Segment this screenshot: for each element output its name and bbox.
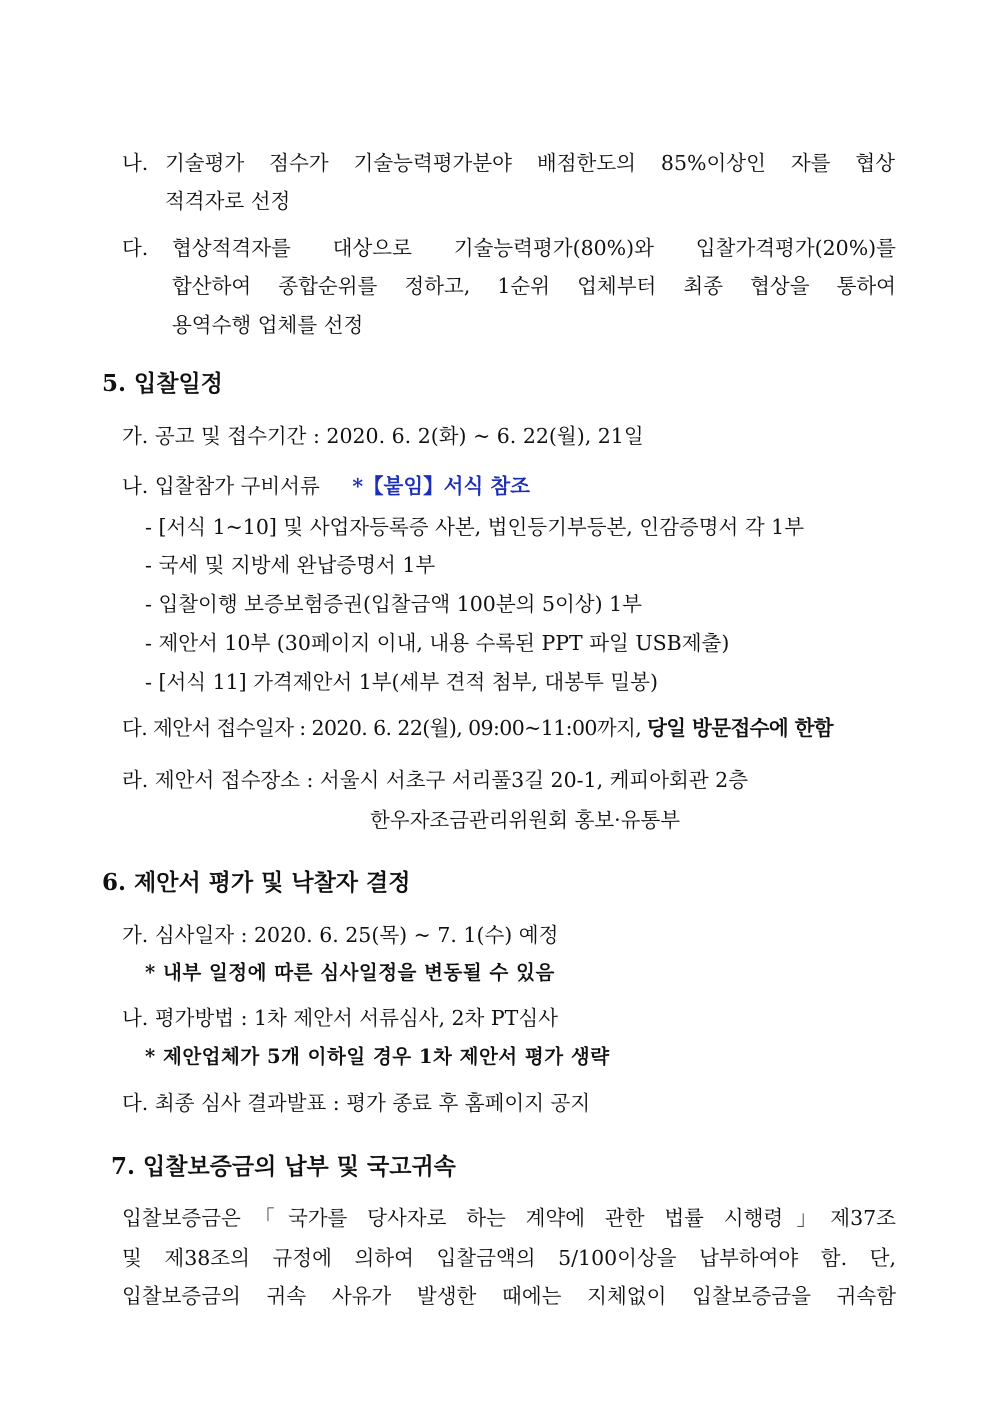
item-text: 다. 제안서 접수일자 : 2020. 6. 22(월), 09:00~11:00까지, <box>122 716 642 740</box>
item-line: 라. 제안서 접수장소 : 서울시 서초구 서리풀3길 20-1, 케피아회관 2층 <box>122 768 748 792</box>
item-marker: 다. <box>122 236 149 260</box>
section-heading-bid-schedule: 5. 입찰일정 <box>102 370 223 397</box>
list-item: - 제안서 10부 (30페이지 이내, 내용 수록된 PPT 파일 USB제출) <box>145 631 730 655</box>
item-line: 한우자조금관리위원회 홍보·유통부 <box>370 808 681 832</box>
paragraph-line: 입찰보증금의 귀속 사유가 발생한 때에는 지체없이 입찰보증금을 귀속함 <box>122 1284 896 1308</box>
list-item: - 국세 및 지방세 완납증명서 1부 <box>145 553 436 577</box>
item-line: 기술평가 점수가 기술능력평가분야 배점한도의 85%이상인 자를 협상 <box>165 151 895 175</box>
list-item: - [서식 11] 가격제안서 1부(세부 견적 첨부, 대봉투 밀봉) <box>145 670 658 694</box>
item-da-submission-date <box>122 713 833 743</box>
section-heading-evaluation: 6. 제안서 평가 및 낙찰자 결정 <box>102 869 411 896</box>
item-line: 용역수행 업체를 선정 <box>172 313 364 337</box>
item-text: 나. 입찰참가 구비서류 <box>122 474 320 498</box>
item-ga-review-date: 가. 심사일자 : 2020. 6. 25(목) ~ 7. 1(수) 예정 <box>122 923 559 947</box>
visit-only-note: 당일 방문접수에 한함 <box>647 716 833 740</box>
attachment-note: *【붙임】서식 참조 <box>352 474 530 498</box>
list-item: - [서식 1~10] 및 사업자등록증 사본, 법인등기부등본, 인감증명서 각 1부 <box>145 515 805 539</box>
item-marker: 나. <box>122 151 149 175</box>
item-na-required-docs <box>122 471 530 501</box>
item-ga-notice-period: 가. 공고 및 접수기간 : 2020. 6. 2(화) ~ 6. 22(월), 21일 <box>122 424 644 448</box>
item-line: 적격자로 선정 <box>165 189 291 213</box>
item-line: 합산하여 종합순위를 정하고, 1순위 업체부터 최종 협상을 통하여 <box>172 274 896 298</box>
review-date-note: * 내부 일정에 따른 심사일정을 변동될 수 있음 <box>145 961 555 984</box>
item-line: 협상적격자를 대상으로 기술능력평가(80%)와 입찰가격평가(20%)를 <box>172 236 896 260</box>
paragraph-line: 입찰보증금은「국가를 당사자로 하는 계약에 관한 법률 시행령」제37조 <box>122 1206 896 1230</box>
list-item: - 입찰이행 보증보험증권(입찰금액 100분의 5이상) 1부 <box>145 592 642 616</box>
paragraph-line: 및 제38조의 규정에 의하여 입찰금액의 5/100이상을 납부하여야 함. 단, <box>122 1246 896 1270</box>
item-na-eval-method: 나. 평가방법 : 1차 제안서 서류심사, 2차 PT심사 <box>122 1006 558 1030</box>
section-heading-bid-deposit: 7. 입찰보증금의 납부 및 국고귀속 <box>111 1153 456 1180</box>
eval-method-note: * 제안업체가 5개 이하일 경우 1차 제안서 평가 생략 <box>145 1045 610 1068</box>
item-da-final-result: 다. 최종 심사 결과발표 : 평가 종료 후 홈페이지 공지 <box>122 1091 591 1115</box>
